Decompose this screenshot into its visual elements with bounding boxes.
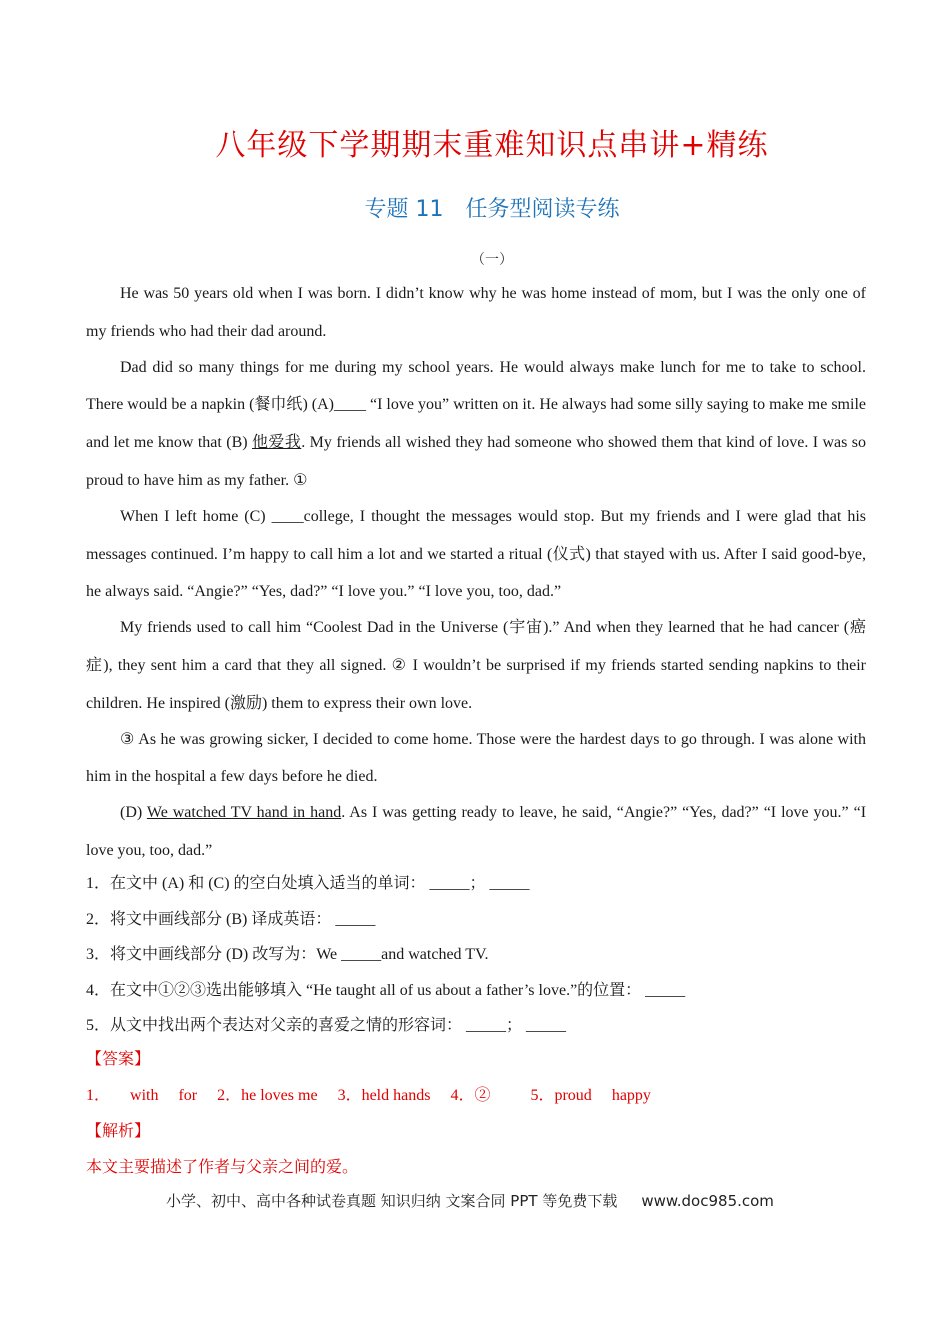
- question-1: 1．在文中 (A) 和 (C) 的空白处填入适当的单词： _____； _____: [86, 875, 530, 892]
- underlined-d: We watched TV hand in hand: [146, 804, 342, 822]
- footer: [166, 1190, 774, 1211]
- question-5: 5．从文中找出两个表达对父亲的喜爱之情的形容词： _____； _____: [86, 1017, 567, 1034]
- analysis-text: 本文主要描述了作者与父亲之间的爱。: [86, 1159, 359, 1176]
- paragraph-6: (D) We watched TV hand in hand. As I was getting ready to leave, he said, “Angie?” “Yes, dad?” “I love you.” “I love you, too, dad.”: [86, 804, 867, 859]
- footer-url[interactable]: www.doc985.com: [641, 1192, 774, 1210]
- analysis-label: 【解析】: [86, 1123, 151, 1140]
- question-2: 2．将文中画线部分 (B) 译成英语： _____: [86, 910, 376, 928]
- question-list: [86, 866, 866, 1044]
- answer-item: happy: [611, 1087, 651, 1104]
- paragraph-3: When I left home (C) ____college, I thought the messages would stop. But my friends and I were glad that his messages continued. I’m happy to call him a lot and we started a ritual (仪式) that stayed with us. After I said good-bye, he always said. “Angie?” “Yes, dad?” “I love you.” “I love you, too, dad.”: [86, 507, 866, 601]
- answer-item: 2．he loves me: [217, 1087, 318, 1104]
- page-subtitle: 专题 11 任务型阅读专练: [364, 197, 620, 222]
- answer-line: [86, 1082, 671, 1105]
- page-title: 八年级下学期期末重难知识点串讲+精练: [215, 128, 769, 163]
- paragraph-4: My friends used to call him “Coolest Dad in the Universe (宇宙).” And when they learned that he had cancer (癌症), they sent him a card that they all signed. ② I wouldn’t be surprised if my friends started sending napkins to their children. He inspired (激励) them to express their own love.: [86, 619, 866, 712]
- answer-item: with: [130, 1087, 159, 1104]
- answer-item: 4．②: [450, 1087, 491, 1104]
- answer-label: 【答案】: [86, 1051, 151, 1068]
- answer-item: 5．proud: [530, 1087, 592, 1104]
- question-3: 3．将文中画线部分 (D) 改写为：We _____and watched TV.: [86, 946, 489, 963]
- footer-text: 小学、初中、高中各种试卷真题 知识归纳 文案合同 PPT 等免费下载: [166, 1192, 618, 1210]
- paragraph-5: ③ As he was growing sicker, I decided to come home. Those were the hardest days to go through. I was alone with him in the hospital a few days before he died.: [86, 730, 866, 786]
- underlined-b: 他爱我: [252, 434, 302, 452]
- answer-item: for: [178, 1087, 198, 1104]
- reading-passage: [86, 275, 866, 868]
- section-number: （一）: [471, 253, 513, 268]
- question-4: 4．在文中①②③选出能够填入 “He taught all of us about a father’s love.”的位置： _____: [86, 981, 686, 999]
- answer-item: 3．held hands: [337, 1087, 431, 1104]
- paragraph-1: He was 50 years old when I was born. I didn’t know why he was home instead of mom, but I was the only one of my friends who had their dad around.: [86, 285, 866, 340]
- answer-item: 1．: [86, 1087, 111, 1104]
- paragraph-2: Dad did so many things for me during my school years. He would always make lunch for me to take to school. There would be a napkin (餐巾纸) (A)____ “I love you” written on it. He always had some silly saying to make me smile and let me know that (B) 他爱我. My friends all wished they had someone who showed them that kind of love. I was so proud to have him as my father. ①: [86, 358, 866, 489]
